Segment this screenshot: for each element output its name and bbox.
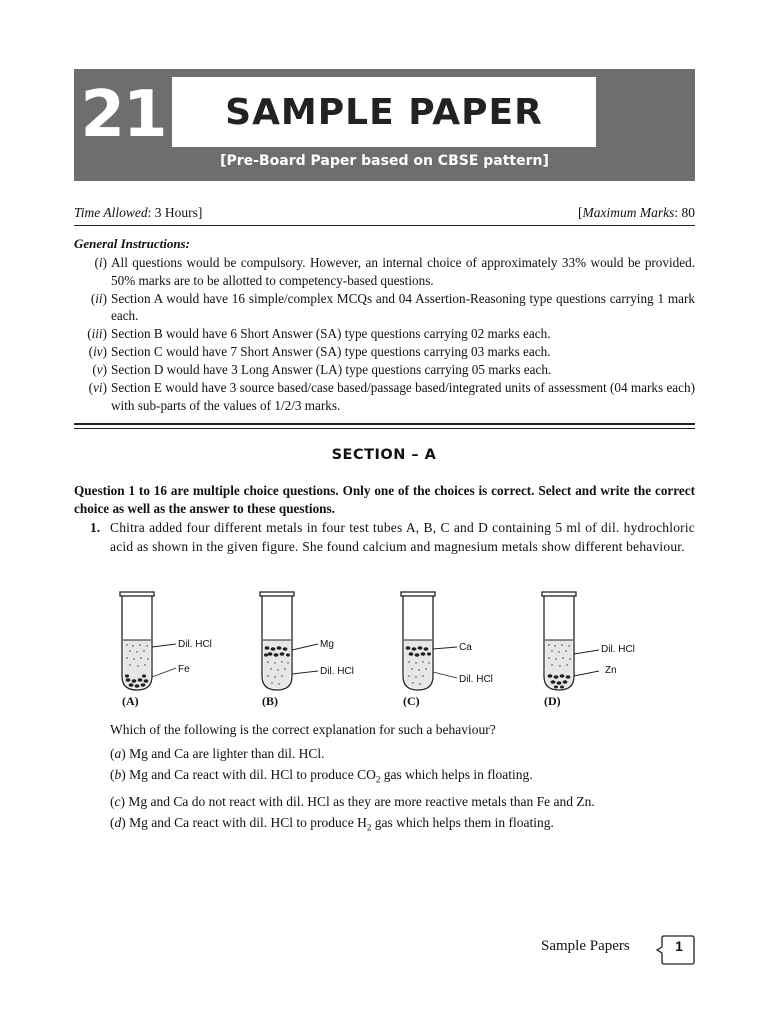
- maximum-marks: [578, 205, 695, 221]
- option-text: Mg and Ca are lighter than dil. HCl.: [129, 746, 325, 761]
- test-tube-b: [240, 588, 380, 712]
- instruction-item: (i) All questions would be compulsory. However, an internal choice of approximately 33% would be provided. 50% marks are to be allotted to competency-based questions.: [94, 255, 695, 288]
- option-text: Mg and Ca react with dil. HCl to produce H: [129, 814, 367, 830]
- test-tube-a: [100, 588, 240, 712]
- marks-prefix: [: [578, 205, 583, 220]
- test-tube-c-drawing: [381, 588, 521, 694]
- meta-divider: [74, 225, 695, 226]
- instruction-text: Section C would have 7 Short Answer (SA) type questions carrying 03 marks each.: [111, 344, 551, 359]
- test-tubes-figure: [100, 588, 660, 712]
- test-tube-c: [381, 588, 521, 712]
- header-banner: [74, 69, 695, 181]
- test-tube-a-caption: (A): [122, 694, 139, 708]
- instruction-num: i: [98, 255, 103, 270]
- instructions-heading: General Instructions:: [74, 236, 190, 251]
- page-subtitle: [Pre-Board Paper based on CBSE pattern]: [220, 153, 549, 169]
- instruction-num: v: [96, 362, 103, 377]
- option-b[interactable]: (b) Mg and Ca react with dil. HCl to produce $CO_2$ gas which helps in floating.: [110, 767, 533, 785]
- time-allowed: [74, 205, 202, 221]
- option-letter: d: [114, 814, 122, 830]
- instruction-text: Section E would have 3 source based/case based/passage based/integrated units of assessment (04 marks each) with sub-parts of the values of 1/2/3 marks.: [111, 380, 695, 413]
- answer-options: [110, 743, 695, 838]
- instructions-divider-bottom: [74, 428, 695, 429]
- test-tube-c-lower-label: Dil. HCl: [459, 674, 493, 685]
- test-tube-c-upper-label: Ca: [459, 642, 472, 653]
- option-text: Mg and Ca do not react with dil. HCl as they are more reactive metals than Fe and Zn.: [128, 793, 595, 809]
- instruction-num: ii: [95, 290, 103, 306]
- test-tube-d: [522, 588, 662, 712]
- option-letter: c: [114, 793, 121, 809]
- test-tube-b-lower-label: Dil. HCl: [320, 666, 354, 677]
- option-d[interactable]: (d) Mg and Ca react with dil. HCl to produce $H_2$ gas which helps them in floating.: [110, 814, 554, 833]
- test-tube-c-caption: (C): [403, 694, 420, 708]
- instruction-text: Section D would have 3 Long Answer (LA) type questions carrying 05 marks each.: [111, 362, 552, 377]
- test-tube-a-upper-label: Dil. HCl: [178, 639, 212, 650]
- option-a[interactable]: (a) Mg and Ca are lighter than dil. HCl.: [110, 746, 325, 761]
- time-label: Time Allowed: [74, 205, 148, 220]
- marks-label: Maximum Marks: [582, 205, 675, 220]
- question-1: [74, 519, 695, 556]
- marks-value: : 80: [674, 205, 695, 220]
- instruction-item: (v) Section D would have 3 Long Answer (LA) type questions carrying 05 marks each.: [92, 362, 552, 377]
- title-box: [172, 77, 596, 147]
- option-c[interactable]: (c) Mg and Ca do not react with dil. HCl as they are more reactive metals than Fe and Zn.: [110, 793, 595, 809]
- test-tube-b-upper-label: Mg: [320, 639, 334, 650]
- option-subscript: 2: [366, 822, 372, 833]
- page-number: 1: [675, 938, 683, 954]
- paper-number: 21: [80, 78, 166, 152]
- time-value: : 3 Hours]: [147, 205, 203, 220]
- instruction-num: iv: [93, 344, 103, 359]
- instruction-text: Section A would have 16 simple/complex MCQs and 04 Assertion-Reasoning type questions carrying 1 mark each.: [111, 290, 695, 323]
- instruction-item: (ii) Section A would have 16 simple/complex MCQs and 04 Assertion-Reasoning type questions carrying 1 mark each.: [90, 290, 695, 323]
- instruction-num: iii: [91, 326, 103, 341]
- instruction-num: vi: [93, 380, 103, 395]
- option-letter: a: [114, 746, 122, 761]
- question-number: 1.: [90, 520, 101, 535]
- question-text: Chitra added four different metals in four test tubes A, B, C and D containing 5 ml of dil. hydrochloric acid as shown in the given figure. She found calcium and magnesium metals show different behaviour.: [110, 520, 695, 554]
- test-tube-a-lower-label: Fe: [178, 664, 190, 675]
- option-subscript: 2: [375, 774, 381, 785]
- instruction-item: (vi) Section E would have 3 source based/case based/passage based/integrated units of assessment (04 marks each) with sub-parts of the values of 1/2/3 marks.: [88, 380, 695, 413]
- section-intro: Question 1 to 16 are multiple choice questions. Only one of the choices is correct. Select and write the correct choice as well as the answer to these questions.: [74, 483, 695, 516]
- test-tube-d-upper-label: Dil. HCl: [601, 644, 635, 655]
- test-tube-b-caption: (B): [262, 694, 278, 708]
- test-tube-d-lower-label: Zn: [605, 665, 617, 676]
- option-text-tail: gas which helps them in floating.: [371, 814, 554, 830]
- instruction-item: (iv) Section C would have 7 Short Answer (SA) type questions carrying 03 marks each.: [88, 344, 551, 359]
- option-text: Mg and Ca react with dil. HCl to produce CO: [129, 767, 376, 782]
- test-tube-d-drawing: [522, 588, 662, 694]
- section-title: SECTION – A: [331, 447, 437, 463]
- instruction-item: (iii) Section B would have 6 Short Answer (SA) type questions carrying 02 marks each.: [87, 326, 551, 341]
- instruction-text: Section B would have 6 Short Answer (SA) type questions carrying 02 marks each.: [111, 326, 551, 341]
- test-tube-a-drawing: [100, 588, 240, 694]
- footer-label: Sample Papers: [541, 938, 630, 954]
- question-prompt: Which of the following is the correct explanation for such a behaviour?: [110, 722, 496, 737]
- instructions-divider-top: [74, 423, 695, 425]
- option-text-tail: gas which helps in floating.: [380, 767, 533, 782]
- page-title: SAMPLE PAPER: [225, 91, 543, 133]
- test-tube-d-caption: (D): [544, 694, 561, 708]
- page-number-badge: [656, 934, 694, 962]
- instruction-text: All questions would be compulsory. However, an internal choice of approximately 33% would be provided. 50% marks are to be allotted to competency-based questions.: [111, 255, 695, 288]
- instructions-list: [74, 254, 695, 415]
- test-tube-b-drawing: [240, 588, 380, 694]
- option-letter: b: [114, 767, 122, 782]
